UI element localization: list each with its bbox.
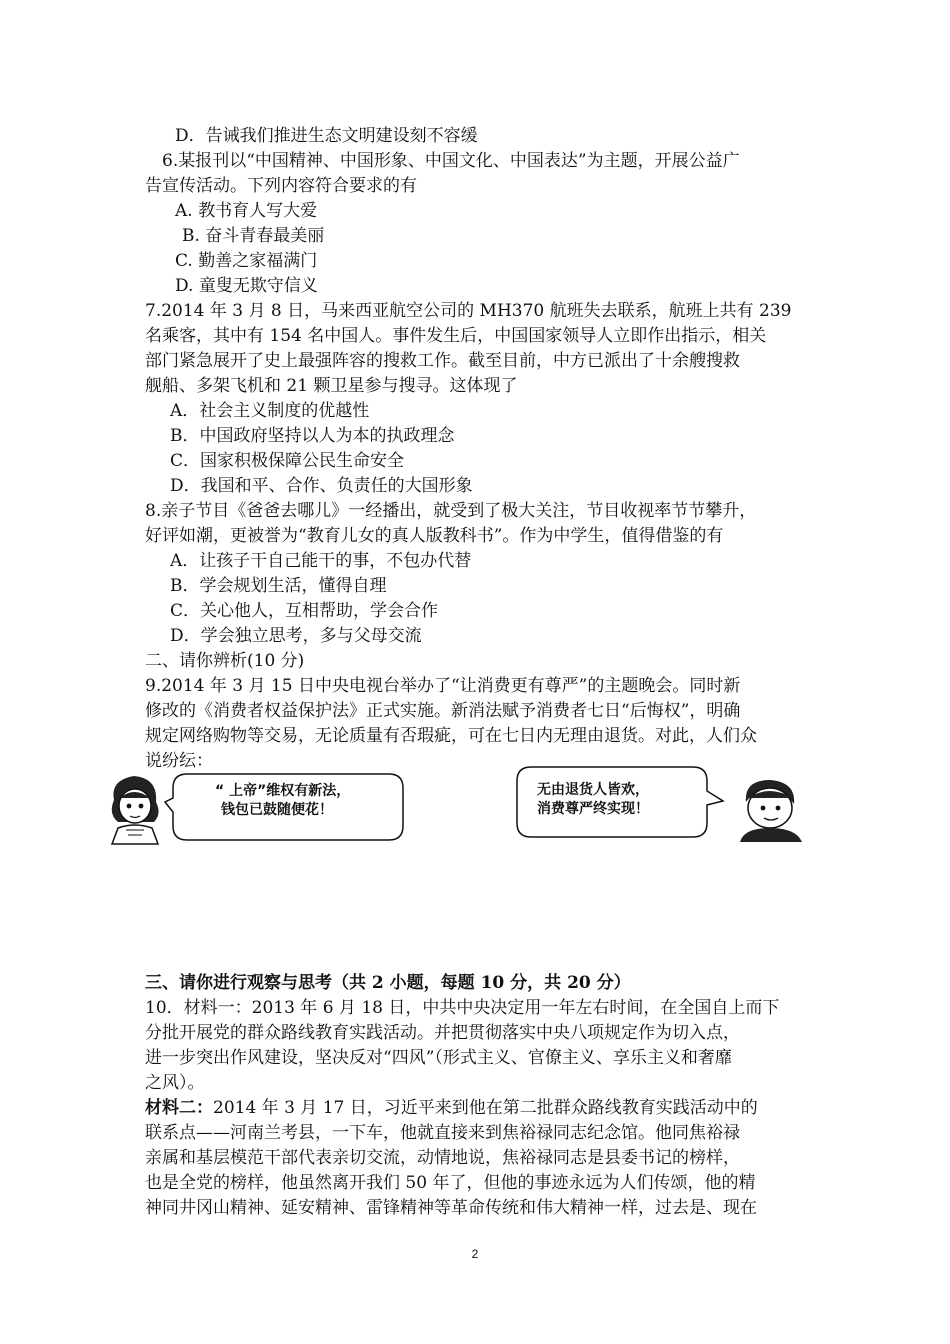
q10-material-2-line-2: 联系点——河南兰考县，一下车，他就直接来到焦裕禄同志纪念馆。他同焦裕禄 [145,1123,740,1143]
q7-stem-line-2: 名乘客，其中有 154 名中国人。事件发生后，中国国家领导人立即作出指示，相关 [145,326,767,346]
right-bubble-line-2: 消费尊严终实现！ [537,801,649,817]
q10-material-2-label: 材料二： [145,1098,213,1118]
q8-option-a: A．让孩子干自己能干的事，不包办代替 [170,551,472,571]
q7-stem-line-1: 7.2014 年 3 月 8 日，马来西亚航空公司的 MH370 航班失去联系，航班上共有 239 [145,301,792,321]
left-bubble-line-1: “ 上帝”维权有新法， [215,783,351,799]
q10-material-1-line-2: 分批开展党的群众路线教育实践活动。并把贯彻落实中央八项规定作为切入点， [145,1023,740,1043]
q8-option-d: D．学会独立思考，多与父母交流 [170,626,422,646]
q9-stem-line-1: 9.2014 年 3 月 15 日中央电视台举办了“让消费更有尊严”的主题晚会。同时新 [145,676,741,696]
right-bubble-line-1: 无由退货人皆欢， [537,782,649,798]
q6-stem-line-2: 告宣传活动。下列内容符合要求的有 [145,176,417,196]
q10-material-2-line-3: 亲属和基层模范干部代表亲切交流，动情地说，焦裕禄同志是县委书记的榜样， [145,1148,740,1168]
q8-option-c: C．关心他人，互相帮助，学会合作 [170,601,439,621]
q7-option-d: D．我国和平、合作、负责任的大国形象 [170,476,473,496]
q8-stem-line-1: 8.亲子节目《爸爸去哪儿》一经播出，就受到了极大关注，节目收视率节节攀升， [145,501,757,521]
boy-illustration [724,776,818,844]
section-3-title: 三、请你进行观察与思考（共 2 小题，每题 10 分，共 20 分） [145,973,631,993]
q7-stem-line-4: 舰船、多架飞机和 21 颗卫星参与搜寻。这体现了 [145,376,518,396]
girl-illustration [100,770,172,846]
q7-option-c: C．国家积极保障公民生命安全 [170,451,405,471]
q10-material-1-line-4: 之风）。 [145,1073,205,1093]
q8-option-b: B．学会规划生活，懂得自理 [170,576,387,596]
left-bubble-line-2: 钱包已鼓随便花！ [221,802,333,818]
q10-material-1-line-3: 进一步突出作风建设，坚决反对“四风”（形式主义、官僚主义、享乐主义和奢靡 [145,1048,732,1068]
q6-option-b: B. 奋斗青春最美丽 [182,226,325,246]
q10-material-2-line-5: 神同井冈山精神、延安精神、雷锋精神等革命传统和伟大精神一样，过去是、现在 [145,1198,757,1218]
q7-option-a: A．社会主义制度的优越性 [170,401,370,421]
q10-material-2-line-1 [145,1096,758,1121]
q10-material-2-text: 2014 年 3 月 17 日，习近平来到他在第二批群众路线教育实践活动中的 [213,1098,758,1118]
q9-stem-line-4: 说纷纭： [145,751,213,771]
q10-material-1-line-1: 10．材料一：2013 年 6 月 18 日，中共中央决定用一年左右时间，在全国自上而下 [145,998,780,1018]
right-speech-bubble [515,765,725,839]
q6-option-d: D. 童叟无欺守信义 [175,276,318,296]
q6-option-a: A. 教书育人写大爱 [175,201,318,221]
q9-stem-line-2: 修改的《消费者权益保护法》正式实施。新消法赋予消费者七日“后悔权”，明确 [145,701,741,721]
q7-option-b: B．中国政府坚持以人为本的执政理念 [170,426,455,446]
q9-stem-line-3: 规定网络购物等交易，无论质量有否瑕疵，可在七日内无理由退货。对此，人们众 [145,726,757,746]
section-2-title: 二、请你辨析(10 分) [145,651,305,671]
q10-material-2-line-4: 也是全党的榜样，他虽然离开我们 50 年了，但他的事迹永远为人们传颂，他的精 [145,1173,756,1193]
q6-stem-line-1: 6.某报刊以“中国精神、中国形象、中国文化、中国表达”为主题，开展公益广 [162,151,740,171]
q6-option-c: C. 勤善之家福满门 [175,251,318,271]
page-number: 2 [471,1247,479,1261]
q7-stem-line-3: 部门紧急展开了史上最强阵容的搜救工作。截至目前，中方已派出了十余艘搜救 [145,351,740,371]
left-speech-bubble [163,772,405,842]
q5-option-d: D．告诫我们推进生态文明建设刻不容缓 [175,126,478,146]
q8-stem-line-2: 好评如潮，更被誉为“教育儿女的真人版教科书”。作为中学生，值得借鉴的有 [145,526,724,546]
